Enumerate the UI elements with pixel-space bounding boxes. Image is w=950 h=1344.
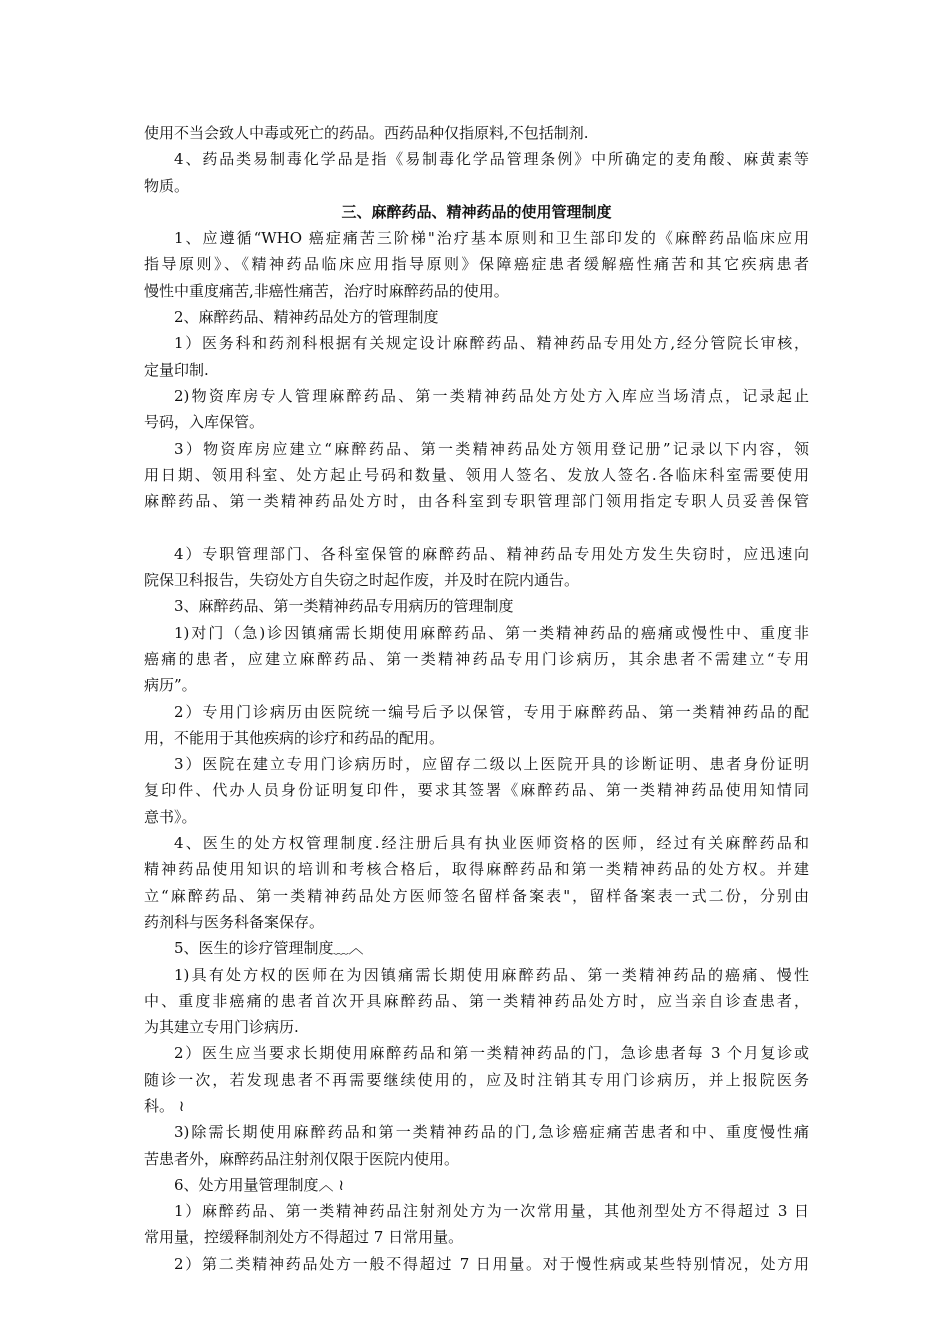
text-line: 麻醉药品、第一类精神药品处方时，由各科室到专职管理部门领用指定专职人员妥善保管 — [144, 492, 809, 511]
text-line: 2)物资库房专人管理麻醉药品、第一类精神药品处方处方入库应当场清点，记录起止 — [174, 386, 809, 405]
document-page — [144, 120, 809, 1277]
text-line: 1、应遵循“WHO 癌症痛苦三阶梯"治疗基本原则和卫生部印发的《麻醉药品临床应用 — [174, 229, 809, 248]
text-line: 院保卫科报告，失窃处方自失窃之时起作废，并及时在院内通告。 — [144, 571, 580, 590]
text-line: 1)对门（急)诊因镇痛需长期使用麻醉药品、第一类精神药品的癌痛或慢性中、重度非 — [174, 623, 809, 642]
text-line: 病历”。 — [144, 676, 197, 695]
text-line: 6、处方用量管理制度︿ ≀ — [174, 1175, 344, 1194]
text-line: 常用量，控缓释制剂处方不得超过 7 日常用量。 — [144, 1228, 464, 1247]
text-line: 随诊一次，若发现患者不再需要继续使用的，应及时注销其专用门诊病历，并上报院医务 — [144, 1070, 809, 1089]
text-line: 立“麻醉药品、第一类精神药品处方医师签名留样备案表"，留样备案表一式二份，分别由 — [144, 886, 809, 905]
text-line: 1)具有处方权的医师在为因镇痛需长期使用麻醉药品、第一类精神药品的癌痛、慢性 — [174, 965, 809, 984]
text-line: 2）第二类精神药品处方一般不得超过 7 日用量。对于慢性病或某些特别情况，处方用 — [174, 1254, 809, 1273]
text-line: 4、药品类易制毒化学品是指《易制毒化学品管理条例》中所确定的麦角酸、麻黄素等 — [174, 150, 809, 169]
text-line: 3、麻醉药品、第一类精神药品专用病历的管理制度 — [174, 597, 514, 616]
text-line: 中、重度非癌痛的患者首次开具麻醉药品、第一类精神药品处方时，应当亲自诊查患者， — [144, 991, 809, 1010]
text-line: 用，不能用于其他疾病的诊疗和药品的配用。 — [144, 728, 445, 747]
text-line: 为其建立专用门诊病历. — [144, 1018, 299, 1037]
text-line: 5、医生的诊疗管理制度﹏︿ — [174, 939, 364, 958]
text-line: 4）专职管理部门、各科室保管的麻醉药品、精神药品专用处方发生失窃时，应迅速向 — [174, 544, 809, 563]
text-line: 号码，入库保管。 — [144, 413, 265, 432]
text-line: 苦患者外，麻醉药品注射剂仅限于医院内使用。 — [144, 1149, 460, 1168]
text-line: 1）医务科和药剂科根据有关规定设计麻醉药品、精神药品专用处方,经分管院长审核， — [174, 334, 809, 353]
text-line: 1）麻醉药品、第一类精神药品注射剂处方为一次常用量，其他剂型处方不得超过 3 日 — [174, 1202, 809, 1221]
text-line: 药剂科与医务科备案保存。 — [144, 912, 325, 931]
text-line: 3）医院在建立专用门诊病历时，应留存二级以上医院开具的诊断证明、患者身份证明 — [174, 755, 809, 774]
text-line: 2、麻醉药品、精神药品处方的管理制度 — [174, 308, 439, 327]
text-line: 精神药品使用知识的培训和考核合格后，取得麻醉药品和第一类精神药品的处方权。并建 — [144, 860, 809, 879]
section-heading: 三、麻醉药品、精神药品的使用管理制度 — [341, 202, 612, 221]
text-line: 复印件、代办人员身份证明复印件，要求其签署《麻醉药品、第一类精神药品使用知情同 — [144, 781, 809, 800]
text-line: 3)除需长期使用麻醉药品和第一类精神药品的门,急诊癌症痛苦患者和中、重度慢性痛 — [174, 1123, 809, 1142]
text-line: 2）专用门诊病历由医院统一编号后予以保管，专用于麻醉药品、第一类精神药品的配 — [174, 702, 809, 721]
text-line: 定量印制. — [144, 360, 209, 379]
text-line: 3）物资库房应建立“麻醉药品、第一类精神药品处方领用登记册”记录以下内容，领 — [174, 439, 809, 458]
text-line: 物质。 — [144, 176, 190, 195]
text-line: 2）医生应当要求长期使用麻醉药品和第一类精神药品的门，急诊患者每 3 个月复诊或 — [174, 1044, 809, 1063]
text-line: 意书》。 — [144, 807, 197, 826]
text-line: 慢性中重度痛苦,非癌性痛苦，治疗时麻醉药品的使用。 — [144, 281, 509, 300]
text-line: 科。 ≀ — [144, 1096, 185, 1115]
text-line: 癌痛的患者，应建立麻醉药品、第一类精神药品专用门诊病历，其余患者不需建立“专用 — [144, 649, 809, 668]
text-line: 指导原则》、《精神药品临床应用指导原则》保障癌症患者缓解癌性痛苦和其它疾病患者 — [144, 255, 809, 274]
text-line: 用日期、领用科室、处方起止号码和数量、领用人签名、发放人签名.各临床科室需要使用 — [144, 465, 809, 484]
blank-line — [144, 514, 809, 540]
text-line: 4、医生的处方权管理制度.经注册后具有执业医师资格的医师，经过有关麻醉药品和 — [174, 834, 809, 853]
text-line: 使用不当会致人中毒或死亡的药品。西药品种仅指原料,不包括制剂. — [144, 124, 589, 142]
